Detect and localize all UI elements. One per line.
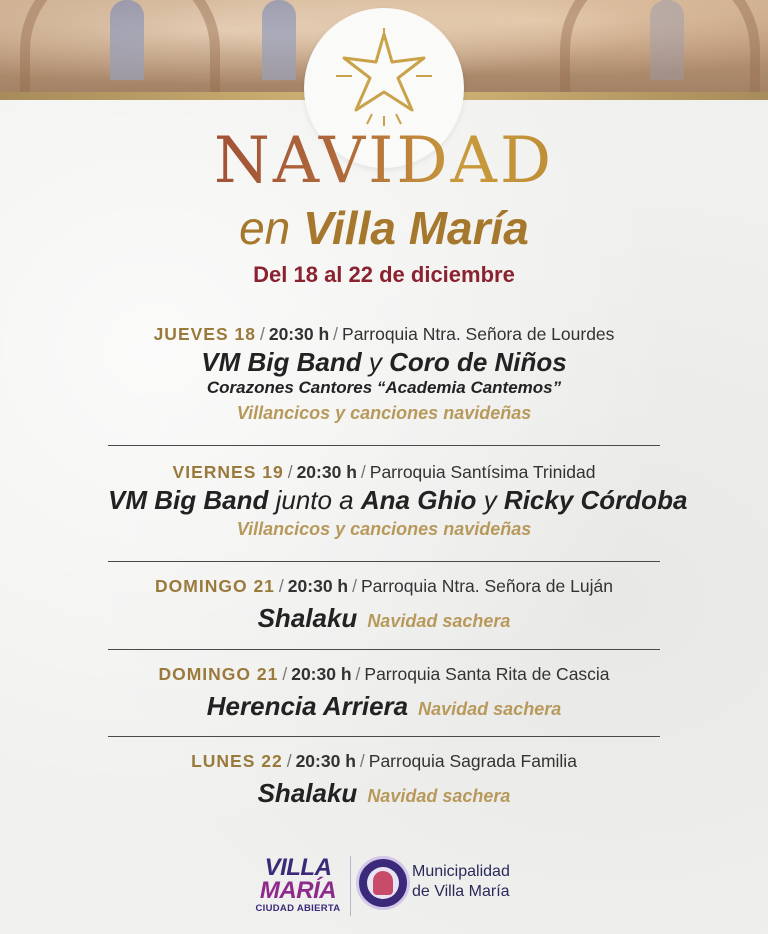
event-time: 20:30 h xyxy=(296,462,357,482)
divider xyxy=(108,445,660,446)
event-genre: Navidad sachera xyxy=(418,699,562,719)
event-headline: VM Big Band y Coro de Niños xyxy=(201,347,567,377)
event-day: LUNES 22 xyxy=(191,751,283,771)
event-time: 20:30 h xyxy=(295,751,356,771)
event-genre: Villancicos y canciones navideñas xyxy=(236,519,532,539)
event-item xyxy=(108,751,660,809)
event-headline: Herencia Arriera Navidad sachera xyxy=(206,691,562,721)
subtitle-place: Villa María xyxy=(303,202,529,254)
event-venue: Parroquia Santa Rita de Cascia xyxy=(364,664,610,684)
event-day: DOMINGO 21 xyxy=(155,576,275,596)
stained-glass-window xyxy=(262,0,296,80)
event-meta: DOMINGO 21 / 20:30 h / Parroquia Santa Rita de Cascia xyxy=(158,664,610,684)
event-meta: LUNES 22 / 20:30 h / Parroquia Sagrada Familia xyxy=(191,751,577,771)
star-icon xyxy=(334,28,434,128)
event-meta: DOMINGO 21 / 20:30 h / Parroquia Ntra. Señora de Luján xyxy=(155,576,613,596)
event-day: DOMINGO 21 xyxy=(158,664,279,684)
event-day: VIERNES 19 xyxy=(172,462,284,482)
event-headline: Shalaku Navidad sachera xyxy=(257,603,511,633)
event-genre: Navidad sachera xyxy=(367,786,511,806)
event-venue: Parroquia Sagrada Familia xyxy=(368,751,577,771)
divider xyxy=(108,561,660,562)
municipality-name: Municipalidad de Villa María xyxy=(412,863,510,900)
page-subtitle xyxy=(0,200,768,256)
event-genre: Navidad sachera xyxy=(367,611,511,631)
page-title: NAVIDAD xyxy=(0,126,768,196)
stained-glass-window xyxy=(110,0,144,80)
event-time: 20:30 h xyxy=(287,576,349,596)
stained-glass-window xyxy=(650,0,684,80)
subtitle-prefix: en xyxy=(239,202,291,254)
event-time: 20:30 h xyxy=(268,324,330,344)
logo-divider xyxy=(350,856,351,916)
municipal-seal-icon xyxy=(356,856,410,910)
event-venue: Parroquia Ntra. Señora de Luján xyxy=(360,576,613,596)
villa-maria-logo: VILLA MARÍA CIUDAD ABIERTA xyxy=(255,854,341,914)
event-genre: Villancicos y canciones navideñas xyxy=(236,403,532,423)
event-venue: Parroquia Ntra. Señora de Lourdes xyxy=(342,324,615,344)
divider xyxy=(108,736,660,737)
event-venue: Parroquia Santísima Trinidad xyxy=(369,462,596,482)
event-item xyxy=(108,664,660,722)
event-headline: VM Big Band junto a Ana Ghio y Ricky Córdoba xyxy=(108,485,688,515)
event-item xyxy=(108,576,660,634)
event-meta: VIERNES 19 / 20:30 h / Parroquia Santísima Trinidad xyxy=(172,462,596,482)
event-item xyxy=(108,462,688,540)
event-item xyxy=(108,324,660,424)
event-headline: Shalaku Navidad sachera xyxy=(257,778,511,808)
divider xyxy=(108,649,660,650)
date-range: Del 18 al 22 de diciembre xyxy=(253,262,515,287)
event-meta: JUEVES 18 / 20:30 h / Parroquia Ntra. Señora de Lourdes xyxy=(153,324,615,344)
event-time: 20:30 h xyxy=(291,664,352,684)
event-day: JUEVES 18 xyxy=(153,324,256,344)
event-subtitle: Corazones Cantores “Academia Cantemos” xyxy=(206,378,562,397)
